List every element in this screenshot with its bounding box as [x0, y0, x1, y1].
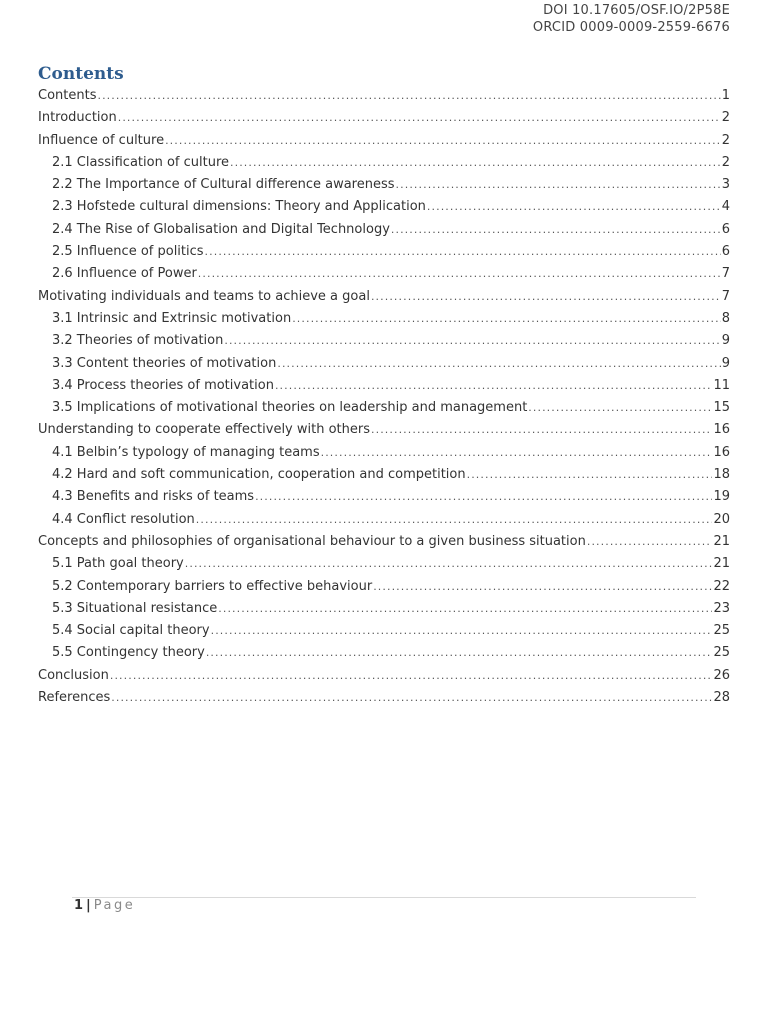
toc-entry-page: 15 — [713, 400, 730, 416]
toc-dot-leader — [277, 353, 720, 375]
toc-dot-leader — [373, 576, 712, 598]
toc-dot-leader — [230, 152, 721, 174]
toc-entry[interactable] — [38, 219, 730, 241]
toc-entry[interactable] — [38, 642, 730, 664]
toc-entry-page: 28 — [713, 690, 730, 706]
toc-dot-leader — [396, 174, 721, 196]
toc-entry-page: 2 — [721, 110, 730, 126]
toc-entry[interactable] — [38, 486, 730, 508]
toc-entry-text: 4.4 Conflict resolution — [52, 511, 195, 527]
toc-dot-leader — [587, 531, 713, 553]
toc-entry-page: 1 — [721, 88, 730, 103]
toc-entry-page: 2 — [721, 132, 730, 148]
toc-entry-page: 4 — [721, 199, 730, 215]
toc-entry[interactable] — [38, 687, 730, 709]
toc-entry-text: Influence of culture — [38, 132, 165, 148]
toc-entry-text: 3.1 Intrinsic and Extrinsic motivation — [52, 310, 292, 326]
page-footer — [74, 898, 135, 914]
orcid-line: ORCID 0009-0009-2559-6676 — [532, 20, 730, 35]
toc-entry-page: 9 — [721, 333, 730, 349]
toc-dot-leader — [97, 85, 720, 107]
toc-dot-leader — [391, 219, 721, 241]
toc-dot-leader — [196, 509, 713, 531]
toc-entry-page: 16 — [713, 422, 730, 438]
toc-entry[interactable] — [38, 107, 730, 129]
toc-entry-page: 19 — [713, 489, 730, 505]
toc-entry-text: Understanding to cooperate effectively with others — [38, 422, 370, 438]
toc-entry-text: 5.1 Path goal theory — [52, 556, 184, 572]
toc-entry-text: 2.1 Classification of culture — [52, 154, 230, 170]
toc-entry-text: 3.3 Content theories of motivation — [52, 355, 277, 371]
toc-entry-text: 3.2 Theories of motivation — [52, 333, 224, 349]
toc-entry-text: 5.5 Contingency theory — [52, 645, 205, 661]
toc-entry-text: 3.4 Process theories of motivation — [52, 377, 274, 393]
toc-entry-page: 6 — [721, 244, 730, 260]
toc-dot-leader — [321, 442, 713, 464]
toc-entry-page: 23 — [713, 600, 730, 616]
toc-entry-text: Contents — [38, 88, 97, 103]
toc-entry[interactable] — [38, 330, 730, 352]
toc-dot-leader — [185, 553, 713, 575]
toc-entry-text: 2.3 Hofstede cultural dimensions: Theory and Application — [52, 199, 426, 215]
toc-title: Contents — [38, 64, 124, 84]
toc-entry-page: 22 — [713, 578, 730, 594]
toc-dot-leader — [218, 598, 712, 620]
toc-entry[interactable] — [38, 85, 730, 107]
toc-entry-text: 5.2 Contemporary barriers to effective behaviour — [52, 578, 373, 594]
toc-entry-page: 25 — [713, 645, 730, 661]
toc-entry-text: 2.6 Influence of Power — [52, 266, 197, 282]
toc-entry[interactable] — [38, 531, 730, 553]
toc-entry-text: 3.5 Implications of motivational theories on leadership and management — [52, 400, 528, 416]
doi-line: DOI 10.17605/OSF.IO/2P58E — [543, 3, 730, 18]
toc-dot-leader — [211, 620, 713, 642]
toc-dot-leader — [224, 330, 720, 352]
toc-entry-text: Motivating individuals and teams to achieve a goal — [38, 288, 370, 304]
toc-entry-page: 21 — [713, 556, 730, 572]
toc-entry-text: 4.3 Benefits and risks of teams — [52, 489, 255, 505]
toc-entry-page: 7 — [721, 266, 730, 282]
toc-entry-page: 9 — [721, 355, 730, 371]
toc-entry-page: 7 — [721, 288, 730, 304]
toc-entry[interactable] — [38, 130, 730, 152]
toc-entry-text: Conclusion — [38, 667, 109, 683]
toc-dot-leader — [292, 308, 721, 330]
table-of-contents — [38, 85, 730, 709]
toc-entry-text: 2.5 Influence of politics — [52, 244, 204, 260]
toc-entry-page: 8 — [721, 310, 730, 326]
toc-dot-leader — [205, 241, 721, 263]
toc-dot-leader — [206, 642, 713, 664]
toc-entry-text: 2.4 The Rise of Globalisation and Digital Technology — [52, 221, 390, 237]
footer-page-word: Page — [93, 898, 136, 913]
toc-dot-leader — [275, 375, 713, 397]
toc-entry-page: 2 — [721, 154, 730, 170]
toc-entry-page: 26 — [713, 667, 730, 683]
toc-entry[interactable] — [38, 308, 730, 330]
toc-entry[interactable] — [38, 241, 730, 263]
toc-dot-leader — [427, 196, 721, 218]
toc-entry-page: 21 — [713, 533, 730, 549]
toc-dot-leader — [165, 130, 721, 152]
toc-entry[interactable] — [38, 598, 730, 620]
footer-page-number: 1 — [74, 898, 84, 913]
toc-entry[interactable] — [38, 263, 730, 285]
toc-entry-text: 5.4 Social capital theory — [52, 623, 210, 639]
toc-entry[interactable] — [38, 353, 730, 375]
toc-entry[interactable] — [38, 576, 730, 598]
toc-dot-leader — [118, 107, 721, 129]
toc-entry-text: 5.3 Situational resistance — [52, 600, 218, 616]
footer-separator: | — [86, 898, 91, 913]
toc-entry-page: 20 — [713, 511, 730, 527]
toc-entry-text: Introduction — [38, 110, 117, 126]
toc-entry[interactable] — [38, 620, 730, 642]
toc-dot-leader — [255, 486, 712, 508]
toc-dot-leader — [371, 419, 712, 441]
toc-dot-leader — [198, 263, 721, 285]
toc-entry[interactable] — [38, 397, 730, 419]
footer-divider — [72, 897, 696, 898]
toc-entry-page: 6 — [721, 221, 730, 237]
toc-entry[interactable] — [38, 286, 730, 308]
toc-dot-leader — [371, 286, 721, 308]
toc-entry-page: 18 — [713, 467, 730, 483]
toc-entry[interactable] — [38, 419, 730, 441]
toc-dot-leader — [467, 464, 713, 486]
toc-entry-page: 16 — [713, 444, 730, 460]
toc-entry-page: 25 — [713, 623, 730, 639]
toc-entry-page: 3 — [721, 177, 730, 193]
toc-entry[interactable] — [38, 375, 730, 397]
toc-entry[interactable] — [38, 442, 730, 464]
toc-entry[interactable] — [38, 665, 730, 687]
toc-entry[interactable] — [38, 174, 730, 196]
toc-entry[interactable] — [38, 152, 730, 174]
toc-entry-text: Concepts and philosophies of organisational behaviour to a given business situation — [38, 533, 586, 549]
toc-entry-page: 11 — [713, 377, 730, 393]
toc-dot-leader — [111, 687, 712, 709]
toc-dot-leader — [528, 397, 712, 419]
toc-entry[interactable] — [38, 196, 730, 218]
toc-entry-text: 4.2 Hard and soft communication, cooperation and competition — [52, 467, 466, 483]
toc-entry[interactable] — [38, 464, 730, 486]
toc-entry-text: 4.1 Belbin’s typology of managing teams — [52, 444, 320, 460]
toc-dot-leader — [110, 665, 713, 687]
toc-entry-text: 2.2 The Importance of Cultural difference awareness — [52, 177, 395, 193]
toc-entry-text: References — [38, 690, 111, 706]
toc-entry[interactable] — [38, 553, 730, 575]
document-header — [533, 2, 730, 36]
toc-entry[interactable] — [38, 509, 730, 531]
